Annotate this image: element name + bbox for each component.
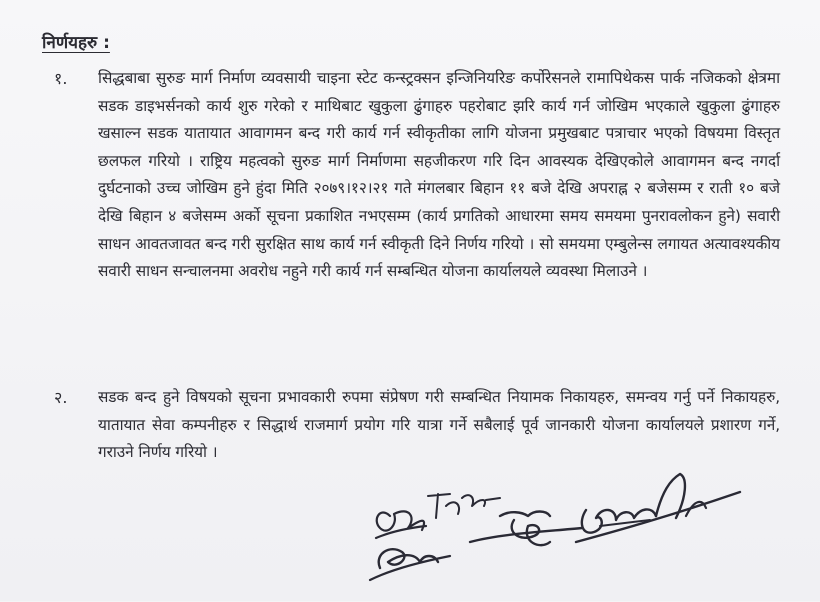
decision-number: २.: [54, 388, 68, 407]
signature-3: [470, 512, 582, 546]
signature-block: [350, 458, 750, 598]
decision-text: सडक बन्द हुने विषयको सूचना प्रभावकारी रुपमा संप्रेषण गरी सम्बन्धित नियामक निकायहरु, समन्वय गर्नु पर्ने निकायहरु, यातायात सेवा कम्पनीहरु र सिद्धार्थ राजमार्ग प्रयोग गरि यात्रा गर्ने सबैलाई पूर्व जानकारी योजना कार्यालयले प्रशारण गर्ने, गराउने निर्णय गरियो ।: [98, 388, 780, 462]
decisions-heading: निर्णयहरु :: [42, 33, 110, 53]
decision-item-2: [54, 384, 780, 467]
decision-number: १.: [54, 69, 68, 88]
decision-text: सिद्धबाबा सुरुङ मार्ग निर्माण व्यवसायी चाइना स्टेट कन्स्ट्रक्सन इन्जिनियरिङ कर्पोरेसनले रामापिथेकस पार्क नजिकको क्षेत्रमा सडक डाइभर्सनको कार्य शुरु गरेको र माथिबाट खुकुला ढुंगाहरु पहरोबाट झरि कार्य गर्न जोखिम भएकाले खुकुला ढुंगाहरु खसाल्न सडक यातायात आवागमन बन्द गरी कार्य गर्न स्वीकृतीका लागि योजना प्रमुखबाट पत्राचार भएको विषयमा विस्तृत छलफल गरियो । राष्ट्रिय महत्वको सुरुङ मार्ग निर्माणमा सहजीकरण गरि दिन आवस्यक देखिएकोले आवागमन बन्द नगर्दा दुर्घटनाको उच्च जोखिम हुने हुंदा मिति २०७९।१२।२१ गते मंगलबार बिहान ११ बजे देखि अपराह्न २ बजेसम्म र राती १० बजे देखि बिहान ४ बजेसम्म अर्को सूचना प्रकाशित नभएसम्म (कार्य प्रगतिको आधारमा समय समयमा पुनरावलोकन हुने) सवारी साधन आवतजावत बन्द गरी सुरक्षित साथ कार्य गर्न स्वीकृती दिने निर्णय गरियो । सो समयमा एम्बुलेन्स लगायत अत्यावश्यकीय सवारी साधन सन्चालनमा अवरोध नहुने गरी कार्य गर्न सम्बन्धित योजना कार्यालयले व्यवस्था मिलाउने ।: [98, 69, 780, 281]
decision-item-1: [54, 65, 780, 286]
signature-2: [428, 494, 500, 518]
signature-4: [576, 474, 740, 542]
signatures-drawing: [350, 458, 750, 598]
signature-1: [370, 511, 450, 580]
